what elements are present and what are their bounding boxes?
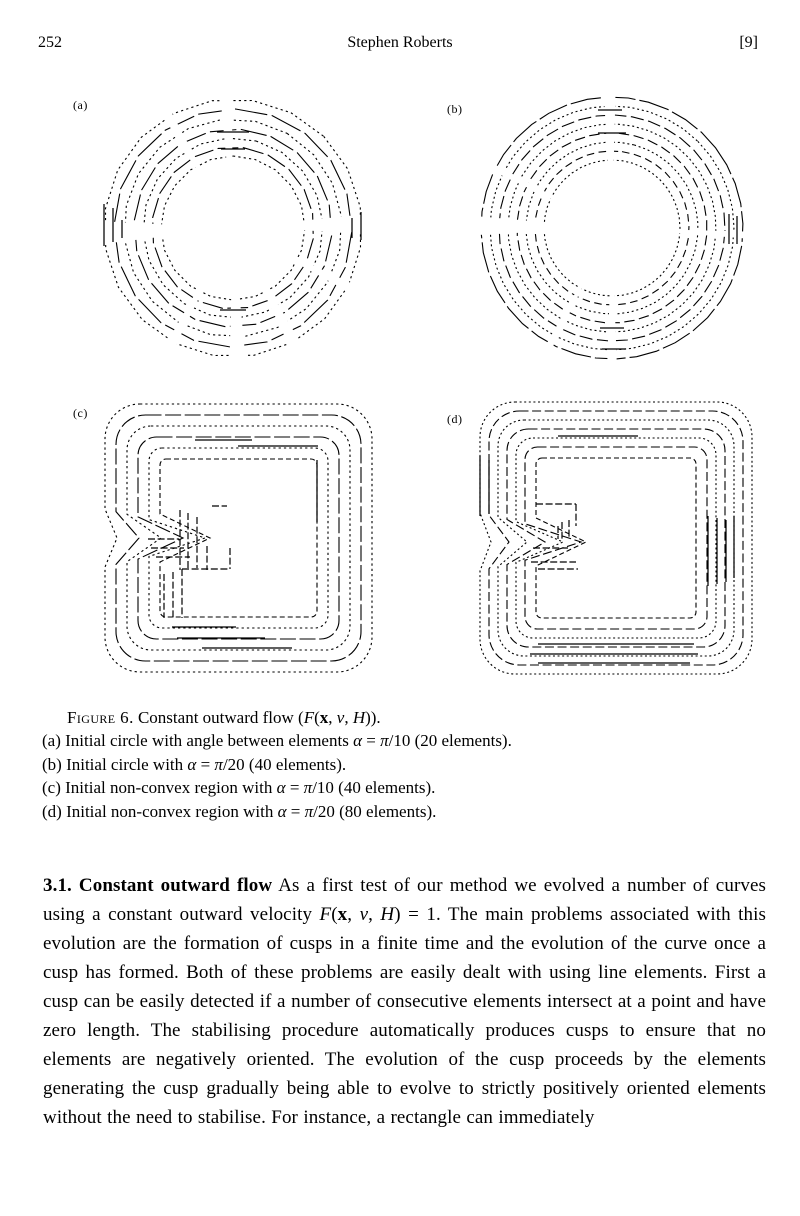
panel-label-d: (d) (447, 412, 463, 426)
panel-label-a: (a) (73, 98, 88, 112)
caption-title: Figure 6. Constant outward flow (F(x, v, H)). (67, 708, 381, 727)
page-number: 252 (38, 34, 62, 51)
panel-label-b: (b) (447, 102, 463, 116)
running-title: Stephen Roberts (347, 34, 453, 51)
caption-item-d: (d) Initial non-convex region with α = π/20 (80 elements). (42, 801, 437, 821)
contour-plot-circle-20 (60, 88, 380, 384)
contour-plot-nonconvex-40 (60, 396, 390, 692)
caption-item-c: (c) Initial non-convex region with α = π/10 (40 elements). (42, 778, 436, 798)
caption-item-b: (b) Initial circle with α = π/20 (40 elements). (42, 754, 347, 774)
figure-panel-c (60, 396, 390, 692)
contour-plot-circle-40 (438, 88, 758, 384)
caption-item-a: (a) Initial circle with angle between elements α = π/10 (20 elements). (42, 731, 512, 751)
figure-panel-b (438, 88, 758, 384)
section-3-1-paragraph: 3.1. Constant outward flow As a first test of our method we evolved a number of curves using a constant outward velocity F(x, v, H) = 1. The main problems associated with this evolution are the formation of cusps in a finite time and the evolution of the curve once a cusp has formed. Both of these problems are easily dealt with using line elements. First a cusp can be easily detected if a number of consecutive elements intersect at a point and have zero length. The stabilising procedure automatically produces cusps to ensure that no elements are negatively oriented. The evolution of the cusp proceeds by the elements generating the cusp gradually being able to evolve to strictly positively oriented elements without the need to stabilise. For instance, a rectangle can immediately (43, 875, 766, 1128)
figure-caption (42, 706, 764, 823)
contour-plot-nonconvex-80 (438, 396, 768, 692)
reference-marker: [9] (739, 34, 758, 51)
figure-panel-a (60, 88, 380, 384)
panel-label-c: (c) (73, 406, 88, 420)
figure-panel-d (438, 396, 768, 692)
